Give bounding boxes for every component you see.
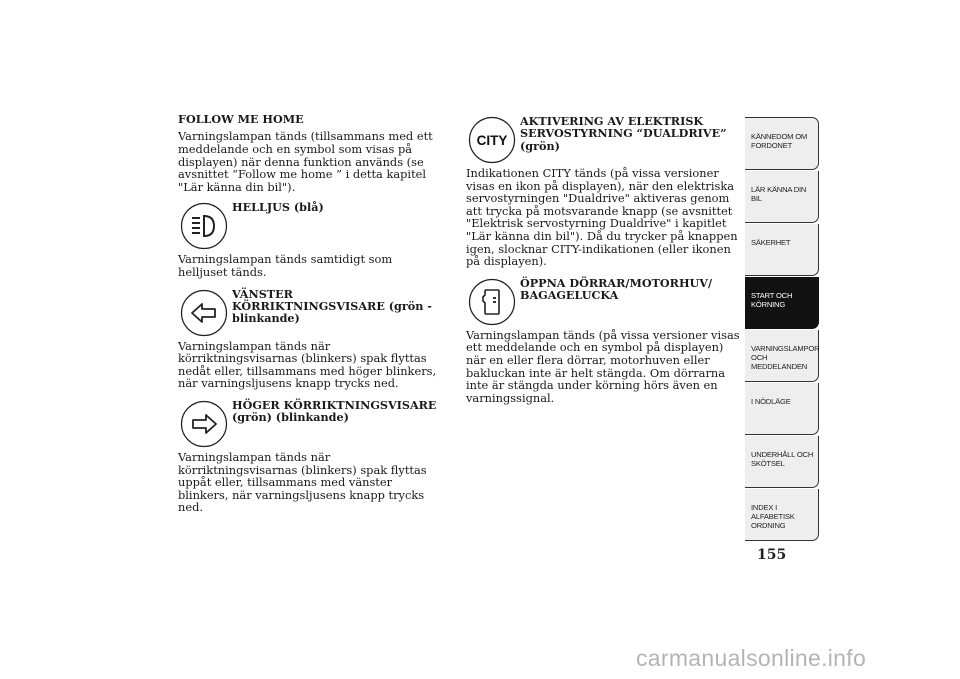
city-icon-text: CITY (476, 133, 508, 148)
city-item (466, 114, 740, 166)
helljus-item (178, 200, 443, 252)
open-door-icon (466, 276, 518, 328)
right-arrow-icon (178, 398, 230, 450)
tab-i-nodlage[interactable]: I NÖDLÄGE (745, 383, 819, 435)
vanster-title: VÄNSTER KÖRRIKTNINGSVISARE (grön - blinkande) (232, 286, 432, 326)
vanster-item (178, 287, 443, 339)
city-title: AKTIVERING AV ELEKTRISK SERVOSTYRNING “DUALDRIVE” (grön) (520, 114, 727, 153)
left-arrow-icon (178, 287, 230, 339)
doors-body: Varningslampan tänds (på vissa versioner visas ett meddelande och en symbol på displayen) när en eller flera dörrar, motorhuven eller bakluckan inte är helt stängda. Om dörrarna inte är stängda under körning hörs även en varningssignal. (466, 327, 740, 405)
tab-kannedom[interactable]: KÄNNEDOM OM FORDONET (745, 117, 819, 170)
hoger-item (178, 398, 443, 450)
left-column (178, 113, 443, 514)
doors-title: ÖPPNA DÖRRAR/MOTORHUV/ BAGAGELUCKA (520, 275, 713, 303)
watermark: carmanualsonline.info (636, 645, 867, 671)
right-column (466, 114, 740, 404)
hoger-title: HÖGER KÖRRIKTNINGSVISARE (grön) (blinkande) (232, 397, 437, 425)
chapter-tabs (745, 117, 819, 542)
city-body: Indikationen CITY tänds (på vissa versioner visas en ikon på displayen), när den elektriska servostyrningen "Dualdrive" aktiveras genom att trycka på motsvarande knapp (se avsnittet "Elektrisk servostyrning Dualdrive" i kapitlet "Lär känna din bil"). Då du trycker på knappen igen, slocknar CITY-indikationen (eller ikonen på displayen). (466, 166, 738, 269)
hoger-body: Varningslampan tänds när körriktningsvisarnas (blinkers) spak flyttas uppåt eller, tillsammans med vänster blinkers, när varningsljusens knapp trycks ned. (178, 449, 427, 515)
tab-index[interactable]: INDEX I ALFABETISK ORDNING (745, 489, 819, 541)
vanster-body: Varningslampan tänds när körriktningsvisarnas (blinkers) spak flyttas nedåt eller, tillsammans med höger blinkers, när varningsljusens knapp trycks ned. (178, 338, 437, 391)
high-beam-icon (178, 200, 230, 252)
city-icon (466, 114, 518, 166)
page-number: 155 (757, 547, 787, 563)
follow-me-home-body: Varningslampan tänds (tillsammans med ett meddelande och en symbol som visas på displayen) när denna funktion används (se avsnittet “Follow me home ” i detta kapitel "Lär känna din bil"). (178, 129, 433, 194)
tab-start-och-korning[interactable]: START OCH KÖRNING (745, 277, 819, 329)
follow-me-home-title: FOLLOW ME HOME (178, 112, 304, 126)
tab-underhall[interactable]: UNDERHÅLL OCH SKÖTSEL (745, 436, 819, 488)
tab-sakerhet[interactable]: SÄKERHET (745, 224, 819, 276)
helljus-body: Varningslampan tänds samtidigt som helljuset tänds. (178, 252, 393, 279)
tab-varningslampor[interactable]: VARNINGSLAMPOR OCH MEDDELANDEN (745, 330, 819, 382)
helljus-title: HELLJUS (blå) (232, 200, 324, 215)
tab-lar-kanna[interactable]: LÄR KÄNNA DIN BIL (745, 171, 819, 223)
doors-item (466, 276, 740, 328)
